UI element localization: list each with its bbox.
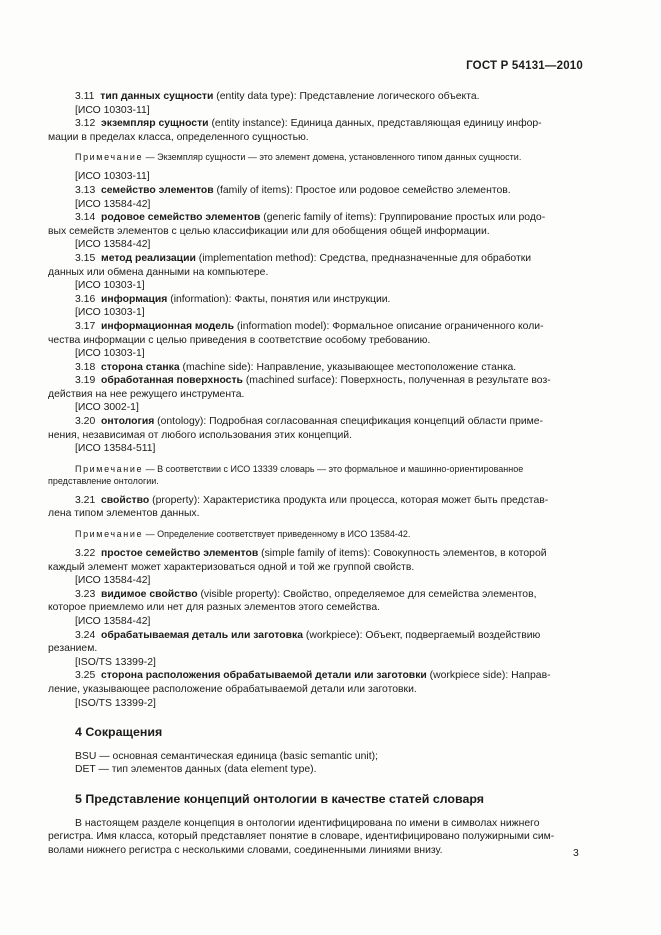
- section-5-paragraph: В настоящем разделе концепция в онтологии идентифицирована по имени в символах нижнего: [75, 817, 540, 829]
- standard-designation: ГОСТ Р 54131—2010: [466, 60, 583, 72]
- entry-ref: [ИСО 10303-1]: [75, 280, 145, 292]
- entry-ref: [ИСО 10303-11]: [75, 104, 150, 116]
- paragraph-line: волами нижнего регистра с несколькими словами, соединенными линиями внизу.: [48, 844, 443, 856]
- entry-ref: [ИСО 13584-42]: [75, 198, 151, 210]
- entry-3-25: 3.25 сторона расположения обрабатываемой детали или заготовки (workpiece side): Направ-: [75, 670, 551, 682]
- entry-3-19: 3.19 обработанная поверхность (machined surface): Поверхность, полученная в результате воз-: [75, 375, 551, 387]
- abbreviation-item: BSU — основная семантическая единица (basic semantic unit);: [75, 750, 378, 762]
- entry-3-20: 3.20 онтология (ontology): Подробная согласованная спецификация концепций области приме-: [75, 416, 544, 428]
- entry-ref: [ISO/TS 13399-2]: [75, 697, 156, 709]
- entry-3-17: 3.17 информационная модель (information model): Формальное описание ограниченного коли-: [75, 320, 544, 332]
- entry-3-11: 3.11 тип данных сущности (entity data type): Представление логического объекта.: [75, 91, 480, 102]
- entry-continuation: действия на нее режущего инструмента.: [48, 388, 245, 400]
- entry-continuation: лена типом элементов данных.: [48, 508, 200, 520]
- note: Примечание — В соответствии с ИСО 13339 словарь — это формальное и машинно-ориентированное представление онтологии.: [48, 463, 524, 486]
- entry-ref: [ИСО 10303-1]: [75, 307, 145, 319]
- entry-ref: [ИСО 13584-511]: [75, 443, 156, 455]
- entry-continuation: ление, указывающее расположение обрабатываемой детали или заготовки.: [48, 683, 417, 695]
- entry-continuation: данных или обмена данными на компьютере.: [48, 266, 269, 278]
- entry-ref: [ИСО 3002-1]: [75, 402, 139, 414]
- entry-3-18: 3.18 сторона станка (machine side): Направление, указывающее местоположение станка.: [75, 361, 517, 373]
- section-4-heading: 4 Сокращения: [75, 725, 163, 740]
- note: Примечание — Экземпляр сущности — это элемент домена, установленного типом данных сущности.: [75, 152, 522, 163]
- entry-ref: [ИСО 10303-11]: [75, 171, 150, 183]
- note: Примечание — Определение соответствует приведенному в ИСО 13584-42.: [75, 529, 411, 540]
- entry-ref: [ИСО 10303-1]: [75, 348, 145, 360]
- entry-ref: [ISO/TS 13399-2]: [75, 656, 156, 668]
- entry-continuation: резанием.: [48, 643, 98, 655]
- entry-continuation: каждый элемент может характеризоваться одной и той же группой свойств.: [48, 561, 415, 573]
- entry-ref: [ИСО 13584-42]: [75, 575, 151, 587]
- paragraph-line: регистра. Имя класса, который представляет понятие в словаре, идентифицировано полужирными сим-: [48, 831, 555, 843]
- entry-3-21: 3.21 свойство (property): Характеристика продукта или процесса, которая может быть представ-: [75, 494, 549, 506]
- abbreviation-item: DET — тип элементов данных (data element type).: [75, 764, 317, 776]
- entry-3-13: 3.13 семейство элементов (family of items): Простое или родовое семейство элементов.: [75, 184, 511, 196]
- entry-3-22: 3.22 простое семейство элементов (simple family of items): Совокупность элементов, в которой: [75, 548, 547, 560]
- entry-ref: [ИСО 13584-42]: [75, 239, 151, 251]
- entry-continuation: вых семейств элементов с целью классификации или для обобщения общей информации.: [48, 225, 490, 237]
- entry-ref: [ИСО 13584-42]: [75, 616, 151, 627]
- entry-3-12: 3.12 экземпляр сущности (entity instance): Единица данных, представляющая единицу инфор-: [75, 118, 542, 130]
- entry-continuation: нения, независимая от любого использования этих концепций.: [48, 429, 352, 441]
- entry-3-23: 3.23 видимое свойство (visible property): Свойство, определяемое для семейства элементов,: [75, 588, 537, 600]
- entry-continuation: мации в пределах класса, определенного сущностью.: [48, 131, 309, 143]
- section-5-heading: 5 Представление концепций онтологии в качестве статей словаря: [75, 791, 484, 806]
- document-body: [48, 90, 583, 857]
- page-number: 3: [573, 848, 579, 859]
- entry-continuation: которое приемлемо или нет для разных элементов этого семейства.: [48, 602, 380, 614]
- entry-3-16: 3.16 информация (information): Факты, понятия или инструкции.: [75, 293, 391, 305]
- entry-3-14: 3.14 родовое семейство элементов (generic family of items): Группирование простых или родо-: [75, 212, 546, 224]
- entry-3-15: 3.15 метод реализации (implementation method): Средства, предназначенные для обработки: [75, 252, 532, 264]
- entry-3-24: 3.24 обрабатываемая деталь или заготовка (workpiece): Объект, подвергаемый воздействию: [75, 629, 541, 641]
- entry-continuation: чества информации с целью приведения в соответствие особому требованию.: [48, 334, 431, 346]
